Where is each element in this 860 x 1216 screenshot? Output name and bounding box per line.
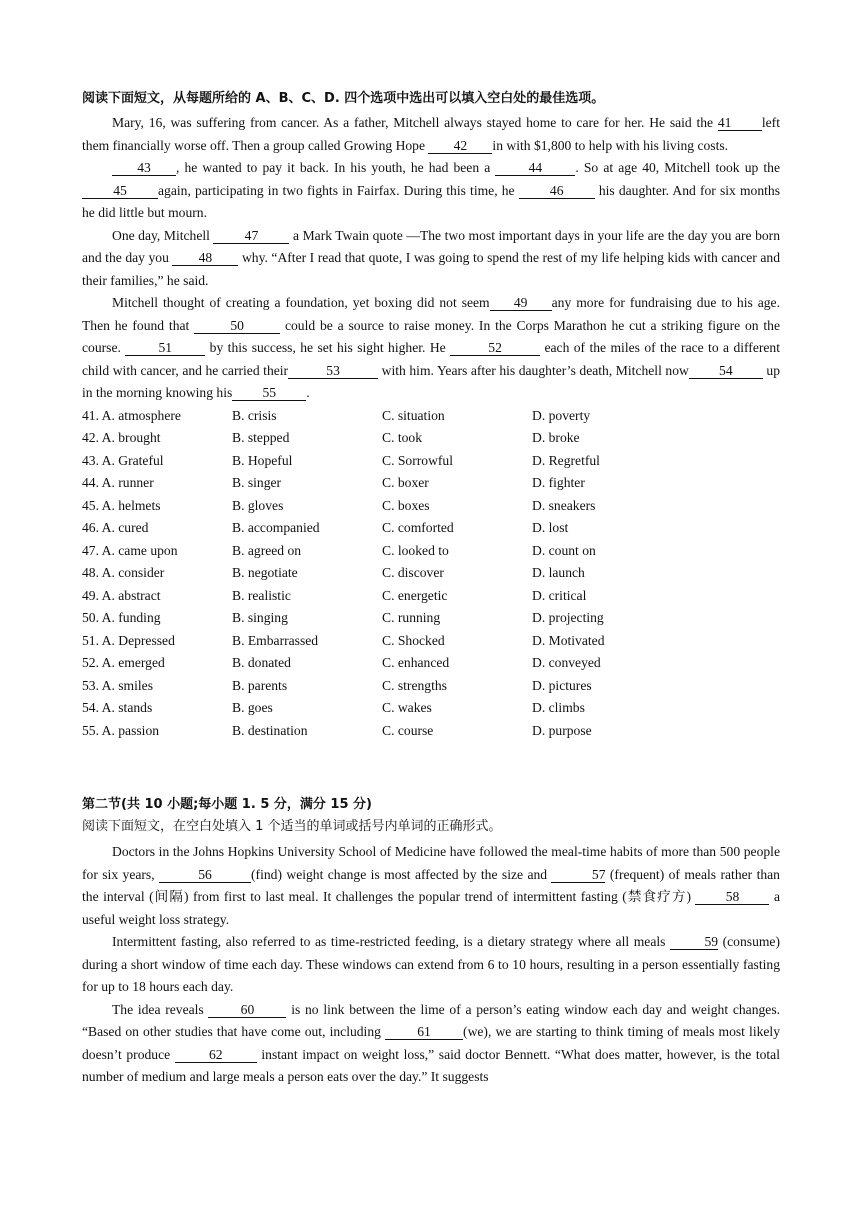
- option-a[interactable]: 46. A. cured: [82, 520, 149, 535]
- options-list: [82, 405, 780, 743]
- option-row: [82, 562, 780, 585]
- option-a[interactable]: 48. A. consider: [82, 565, 165, 580]
- section2-instruction: 阅读下面短文，在空白处填入 1 个适当的单词或括号内单词的正确形式。: [82, 819, 502, 834]
- document-page: [82, 88, 780, 1089]
- option-b[interactable]: B. donated: [232, 655, 291, 670]
- option-d[interactable]: D. projecting: [532, 610, 604, 625]
- option-b[interactable]: B. parents: [232, 677, 288, 693]
- option-row: [82, 472, 780, 495]
- option-c[interactable]: C. comforted: [382, 520, 454, 535]
- option-b[interactable]: B. singing: [232, 610, 288, 625]
- option-b[interactable]: B. crisis: [232, 407, 277, 423]
- option-d[interactable]: D. pictures: [532, 677, 592, 693]
- blank-53[interactable]: 53: [288, 363, 378, 379]
- option-b[interactable]: B. goes: [232, 700, 273, 715]
- option-d[interactable]: D. Regretful: [532, 452, 600, 468]
- option-d[interactable]: D. critical: [532, 587, 587, 603]
- option-d[interactable]: D. sneakers: [532, 497, 596, 513]
- option-c[interactable]: C. course: [382, 722, 434, 738]
- blank-48[interactable]: 48: [172, 250, 238, 266]
- blank-49[interactable]: 49: [490, 295, 552, 311]
- option-c[interactable]: C. took: [382, 430, 423, 445]
- blank-54[interactable]: 54: [689, 363, 763, 379]
- section2-title: 第二节(共 10 小题;每小题 1. 5 分，满分 15 分): [82, 797, 372, 812]
- option-row: [82, 540, 780, 563]
- option-d[interactable]: D. launch: [532, 565, 585, 580]
- option-b[interactable]: B. realistic: [232, 587, 291, 603]
- passage1-paragraph-2: 43 , he wanted to pay it back. In his youth, he had been a 44 . So at age 40, Mitchell took up the 45 again, participating in two fights in Fairfax. During this time, he 46 his daughter. And for six months he did little but mourn.: [82, 160, 781, 220]
- option-b[interactable]: B. gloves: [232, 497, 284, 513]
- blank-52[interactable]: 52: [450, 340, 540, 356]
- option-b[interactable]: B. stepped: [232, 430, 290, 445]
- option-row: [82, 675, 780, 698]
- passage2-paragraph-3: The idea reveals 60 is no link between the lime of a person’s eating window each day and weight changes. “Based on other studies that have come out, including 61 (we), we are starting to think timing of meals most likely doesn’t produce 62 instant impact on weight loss,” said doctor Bennett. “What does matter, however, is the total number of medium and large meals a person eats over the day.” It suggests: [82, 1001, 781, 1084]
- option-a[interactable]: 53. A. smiles: [82, 677, 153, 693]
- option-c[interactable]: C. wakes: [382, 700, 432, 715]
- option-row: [82, 720, 780, 743]
- option-row: [82, 607, 780, 630]
- option-c[interactable]: C. running: [382, 610, 441, 625]
- option-row: [82, 517, 780, 540]
- option-row: [82, 495, 780, 518]
- passage1-paragraph-4: Mitchell thought of creating a foundation, yet boxing did not seem 49 any more for fundraising due to his age. Then he found that 50 could be a source to raise money. In the Corps Marathon he cut a striking figure on the course. 51 by this success, he set his sight higher. He 52 each of the miles of the race to a different child with cancer, and he carried their 53 with him. Years after his daughter’s death, Mitchell now 54 up in the morning knowing his 55 .: [82, 295, 781, 400]
- option-c[interactable]: C. boxer: [382, 475, 429, 490]
- option-a[interactable]: 42. A. brought: [82, 430, 161, 445]
- option-a[interactable]: 51. A. Depressed: [82, 632, 175, 648]
- blank-58[interactable]: 58: [695, 889, 769, 905]
- blank-43[interactable]: 43: [112, 160, 176, 176]
- passage2-paragraph-1: Doctors in the Johns Hopkins University School of Medicine have followed the meal-time habits of more than 500 people for six years, 56 (find) weight change is most affected by the size and 57 (frequent) of meals rather than the interval (间隔) from first to last meal. It challenges the popular trend of intermittent fasting (禁食疗方) 58 a useful weight loss strategy.: [82, 844, 780, 927]
- option-row: [82, 450, 780, 473]
- option-b[interactable]: B. Embarrassed: [232, 632, 319, 648]
- option-c[interactable]: C. discover: [382, 565, 444, 580]
- blank-55[interactable]: 55: [232, 385, 306, 401]
- option-row: [82, 585, 780, 608]
- section1-instruction: 阅读下面短文，从每题所给的 A、B、C、D. 四个选项中选出可以填入空白处的最佳选项。: [82, 91, 605, 106]
- option-row: [82, 652, 780, 675]
- option-a[interactable]: 44. A. runner: [82, 475, 154, 490]
- option-c[interactable]: C. strengths: [382, 677, 447, 693]
- passage1-paragraph-3: One day, Mitchell 47 a Mark Twain quote —The two most important days in your life are the day you are born and the day you 48 why. “After I read that quote, I was going to spend the rest of my life helping kids with cancer and their families,” he said.: [82, 227, 780, 288]
- passage2-paragraph-2: Intermittent fasting, also referred to as time-restricted feeding, is a dietary strategy where all meals 59 (consume) during a short window of time each day. These windows can extend from 6 to 10 hours, resulting in a person essentially fasting for up to 18 hours each day.: [82, 934, 780, 994]
- option-a[interactable]: 45. A. helmets: [82, 497, 161, 513]
- option-a[interactable]: 52. A. emerged: [82, 655, 165, 670]
- blank-46[interactable]: 46: [519, 183, 595, 199]
- blank-56[interactable]: 56: [159, 867, 251, 883]
- option-row: [82, 630, 780, 653]
- option-b[interactable]: B. Hopeful: [232, 452, 293, 468]
- option-d[interactable]: D. Motivated: [532, 632, 605, 648]
- option-c[interactable]: C. boxes: [382, 497, 430, 513]
- option-c[interactable]: C. Sorrowful: [382, 452, 453, 468]
- option-b[interactable]: B. agreed on: [232, 542, 302, 558]
- option-c[interactable]: C. energetic: [382, 587, 448, 603]
- option-d[interactable]: D. count on: [532, 542, 596, 558]
- option-b[interactable]: B. accompanied: [232, 520, 320, 535]
- option-b[interactable]: B. negotiate: [232, 565, 298, 580]
- blank-62[interactable]: 62: [175, 1047, 257, 1063]
- option-d[interactable]: D. fighter: [532, 475, 585, 490]
- option-c[interactable]: C. Shocked: [382, 632, 445, 648]
- blank-59[interactable]: 59: [670, 934, 718, 950]
- option-c[interactable]: C. situation: [382, 407, 445, 423]
- option-a[interactable]: 49. A. abstract: [82, 587, 161, 603]
- option-d[interactable]: D. climbs: [532, 700, 585, 715]
- option-d[interactable]: D. broke: [532, 430, 580, 445]
- blank-57[interactable]: 57: [551, 867, 605, 883]
- blank-44[interactable]: 44: [495, 160, 575, 176]
- option-c[interactable]: C. enhanced: [382, 655, 450, 670]
- option-a[interactable]: 47. A. came upon: [82, 542, 178, 558]
- option-a[interactable]: 54. A. stands: [82, 700, 153, 715]
- option-d[interactable]: D. purpose: [532, 722, 592, 738]
- blank-60[interactable]: 60: [208, 1002, 286, 1018]
- option-a[interactable]: 55. A. passion: [82, 722, 160, 738]
- option-d[interactable]: D. poverty: [532, 407, 591, 423]
- blank-41[interactable]: 41: [718, 115, 762, 131]
- option-d[interactable]: D. conveyed: [532, 655, 601, 670]
- option-row: [82, 405, 780, 428]
- blank-42[interactable]: 42: [428, 138, 492, 154]
- option-d[interactable]: D. lost: [532, 520, 569, 535]
- blank-50[interactable]: 50: [194, 318, 280, 334]
- option-a[interactable]: 41. A. atmosphere: [82, 407, 181, 423]
- blank-45[interactable]: 45: [82, 183, 158, 199]
- option-c[interactable]: C. looked to: [382, 542, 449, 558]
- option-b[interactable]: B. singer: [232, 475, 282, 490]
- passage1-paragraph-1: Mary, 16, was suffering from cancer. As a father, Mitchell always stayed home to care for her. He said the 41 left them financially worse off. Then a group called Growing Hope 42 in with $1,800 to help with his living costs.: [82, 115, 780, 153]
- blank-51[interactable]: 51: [125, 340, 205, 356]
- option-b[interactable]: B. destination: [232, 722, 308, 738]
- option-row: [82, 427, 780, 450]
- blank-61[interactable]: 61: [385, 1024, 463, 1040]
- option-a[interactable]: 43. A. Grateful: [82, 452, 164, 468]
- option-a[interactable]: 50. A. funding: [82, 610, 161, 625]
- option-row: [82, 697, 780, 720]
- blank-47[interactable]: 47: [213, 228, 289, 244]
